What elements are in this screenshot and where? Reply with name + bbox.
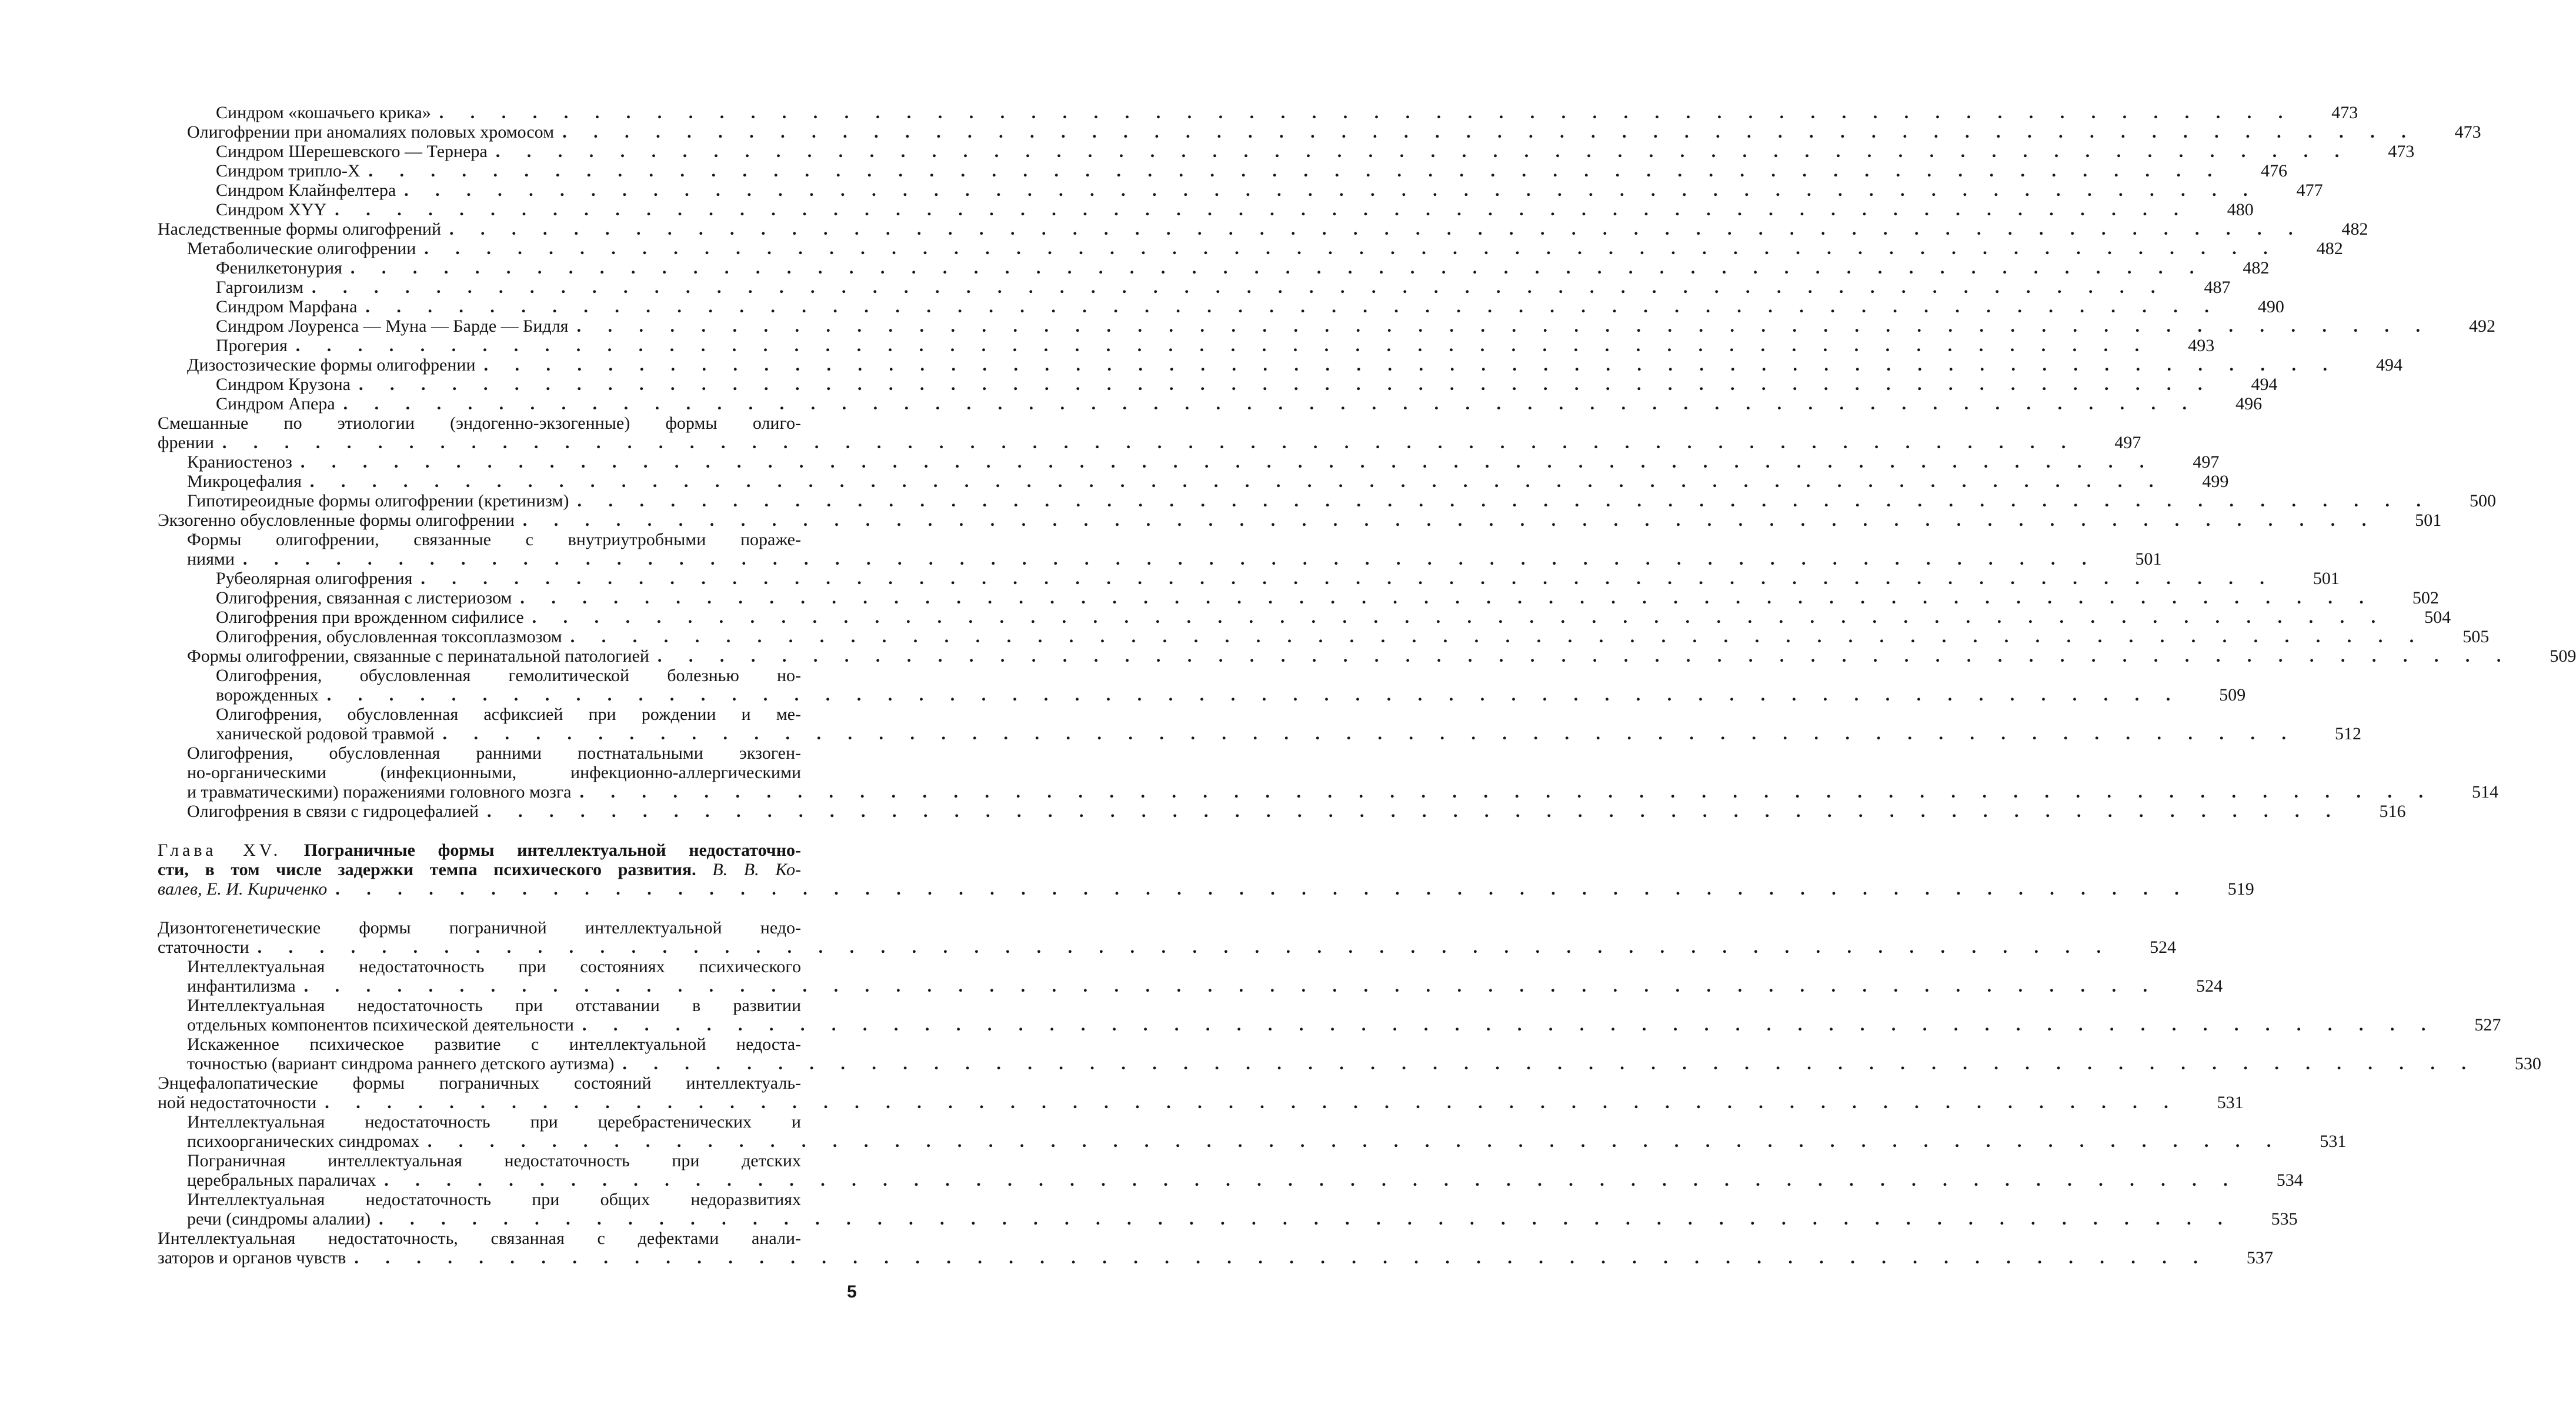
entry-text: Рубеолярная олигофрения	[216, 569, 413, 588]
entry-last-line	[216, 608, 2451, 627]
entry-page-number: 473	[2388, 142, 2415, 161]
toc-entry	[158, 627, 2490, 646]
toc-line	[158, 860, 862, 879]
dot-leader: . . . . . . . . . . . . . . . . . . . . . . . . . . . . . . . . . . . . . . . . . . . . . . . . . . . . . . . . . . . .	[350, 258, 2205, 278]
dot-leader: . . . . . . . . . . . . . . . . . . . . . . . . . . . . . . . . . . . . . . . . . . . . . . . . . . . . . . . . . . . .	[379, 1209, 2234, 1229]
toc-line	[158, 452, 2220, 472]
entry-text: Дизостозические формы олигофрении	[187, 355, 476, 375]
toc-line	[158, 1112, 862, 1132]
entry-last-line	[216, 316, 2495, 336]
toc-line	[158, 957, 862, 976]
toc-entry	[158, 239, 2343, 258]
dot-leader: . . . . . . . . . . . . . . . . . . . . . . . . . . . . . . . . . . . . . . . . . . . . . . . . . . . . . . . . . . . .	[486, 802, 2342, 821]
entry-text: Олигофрения в связи с гидроцефалией	[187, 802, 479, 821]
toc-line	[158, 879, 2254, 899]
entry-last-line	[158, 879, 2254, 899]
toc-line	[158, 802, 2406, 821]
entry-last-line	[216, 161, 2288, 181]
entry-text: Микроцефалия	[187, 472, 302, 491]
entry-page-number: 482	[2316, 239, 2343, 258]
entry-text: Синдром Крузона	[216, 375, 351, 394]
toc-line	[158, 627, 2490, 646]
toc-line	[158, 782, 2498, 802]
toc-line	[158, 840, 862, 860]
toc-line	[158, 239, 2343, 258]
entry-page-number: 524	[2196, 976, 2223, 996]
toc-entry	[158, 646, 2576, 666]
toc-entry	[158, 569, 2340, 588]
entry-text: ханической родовой травмой	[216, 724, 435, 743]
toc-line	[158, 530, 862, 549]
entry-text: Синдром Шерешевского — Тернера	[216, 142, 488, 161]
toc-entry	[158, 278, 2231, 297]
entry-page-number: 482	[2341, 219, 2368, 239]
entry-page-number: 497	[2193, 452, 2220, 472]
toc-line	[158, 511, 2442, 530]
dot-leader: . . . . . . . . . . . . . . . . . . . . . . . . . . . . . . . . . . . . . . . . . . . . . . . . . . . . . . . . . . . .	[439, 103, 2294, 122]
entry-text: Синдром Лоуренса — Муна — Барде — Бидля	[216, 316, 569, 336]
entry-last-line	[216, 142, 2415, 161]
chapter-title: Пограничные формы интеллектуальной недостаточно-	[303, 840, 801, 860]
entry-page-number: 514	[2471, 782, 2498, 802]
entry-last-line	[216, 685, 2246, 705]
entry-last-line	[216, 278, 2231, 297]
entry-page-number: 530	[2514, 1054, 2541, 1073]
toc-line	[158, 569, 2340, 588]
dot-leader: . . . . . . . . . . . . . . . . . . . . . . . . . . . . . . . . . . . . . . . . . . . . . . . . . . . . . . . . . . . .	[365, 297, 2220, 316]
toc-entry	[158, 802, 2406, 821]
toc-line	[158, 705, 862, 724]
page-number: 5	[847, 1282, 857, 1302]
dot-leader: . . . . . . . . . . . . . . . . . . . . . . . . . . . . . . . . . . . . . . . . . . . . . . . . . . . . . . . . . . . .	[242, 549, 2098, 569]
dot-leader: . . . . . . . . . . . . . . . . . . . . . . . . . . . . . . . . . . . . . . . . . . . . . . . . . . . . . . . . . . . .	[579, 782, 2434, 802]
entry-page-number: 502	[2412, 588, 2439, 608]
entry-text: Синдром «кошачьего крика»	[216, 103, 431, 122]
chapter-line	[158, 840, 801, 860]
entry-page-number: 501	[2313, 569, 2340, 588]
entry-last-line	[187, 452, 2220, 472]
toc-line	[158, 1073, 862, 1093]
dot-leader: . . . . . . . . . . . . . . . . . . . . . . . . . . . . . . . . . . . . . . . . . . . . . . . . . . . . . . . . . . . .	[404, 181, 2259, 200]
entry-text: Фенилкетонурия	[216, 258, 342, 278]
entry-last-line	[187, 802, 2406, 821]
toc-line	[158, 297, 2284, 316]
toc-line	[158, 608, 2451, 627]
toc-line	[158, 996, 862, 1015]
entry-last-line	[187, 491, 2497, 511]
dot-leader: . . . . . . . . . . . . . . . . . . . . . . . . . . . . . . . . . . . . . . . . . . . . . . . . . . . . . . . . . . . .	[522, 511, 2378, 530]
entry-page-number: 531	[2320, 1132, 2347, 1151]
toc-entry	[158, 1035, 2541, 1073]
entry-page-number: 504	[2424, 608, 2451, 627]
entry-text: инфантилизма	[187, 976, 296, 996]
entry-page-number: 531	[2217, 1093, 2244, 1112]
entry-text: Краниостеноз	[187, 452, 292, 472]
toc-line	[158, 219, 2368, 239]
dot-leader: . . . . . . . . . . . . . . . . . . . . . . . . . . . . . . . . . . . . . . . . . . . . . . . . . . . . . . . . . . . .	[309, 472, 2165, 491]
entry-text: отдельных компонентов психической деятельности	[187, 1015, 574, 1035]
toc-line	[158, 549, 2162, 569]
toc-line	[158, 1151, 862, 1170]
toc-entry	[158, 1073, 2244, 1112]
entry-last-line	[216, 394, 2263, 413]
dot-leader: . . . . . . . . . . . . . . . . . . . . . . . . . . . . . . . . . . . . . . . . . . . . . . . . . . . . . . . . . . . .	[335, 200, 2190, 219]
chapter-heading	[158, 840, 2254, 899]
entry-text: и травматическими) поражениями головного мозга	[187, 782, 572, 802]
entry-text: Олигофрения, обусловленная токсоплазмозом	[216, 627, 562, 646]
toc-line	[158, 413, 862, 433]
entry-text: Олигофрения, обусловленная гемолитической болезнью но-	[216, 666, 801, 685]
entry-text: Пограничная интеллектуальная недостаточность при детских	[187, 1151, 801, 1170]
entry-page-number: 497	[2114, 433, 2141, 452]
toc-line	[158, 1248, 2273, 1267]
toc-entry	[158, 491, 2497, 511]
chapter-authors: валев, Е. И. Кириченко	[158, 879, 328, 899]
toc-line	[158, 1170, 2303, 1190]
entry-page-number: 494	[2251, 375, 2278, 394]
dot-leader: . . . . . . . . . . . . . . . . . . . . . . . . . . . . . . . . . . . . . . . . . . . . . . . . . . . . . . . . . . . .	[622, 1054, 2477, 1073]
entry-text: Олигофрения, связанная с листериозом	[216, 588, 512, 608]
entry-text: Синдром Клайнфелтера	[216, 181, 396, 200]
toc-line	[158, 122, 2481, 142]
entry-page-number: 494	[2376, 355, 2403, 375]
toc-entry	[158, 666, 2246, 705]
entry-text: Олигофрения, обусловленная асфиксией при рождении и ме-	[216, 705, 801, 724]
entry-last-line	[158, 219, 2368, 239]
spacer	[158, 821, 862, 840]
toc-line	[158, 976, 2223, 996]
toc-entry	[158, 336, 2215, 355]
entry-last-line	[187, 1054, 2541, 1073]
toc-line	[158, 142, 2415, 161]
entry-last-line	[187, 782, 2498, 802]
dot-leader: . . . . . . . . . . . . . . . . . . . . . . . . . . . . . . . . . . . . . . . . . . . . . . . . . . . . . . . . . . . .	[325, 1093, 2180, 1112]
toc-line	[158, 938, 2177, 957]
toc-line	[158, 918, 862, 938]
entry-text: Интеллектуальная недостаточность при церебрастенических и	[187, 1112, 801, 1132]
toc-entry	[158, 472, 2229, 491]
toc-line	[158, 1132, 2347, 1151]
entry-page-number: 473	[2331, 103, 2358, 122]
dot-leader: . . . . . . . . . . . . . . . . . . . . . . . . . . . . . . . . . . . . . . . . . . . . . . . . . . . . . . . . . . . .	[576, 316, 2431, 336]
toc-entry	[158, 705, 2361, 743]
spacer	[158, 899, 862, 918]
toc-entry	[158, 142, 2415, 161]
entry-last-line	[187, 239, 2343, 258]
dot-leader: . . . . . . . . . . . . . . . . . . . . . . . . . . . . . . . . . . . . . . . . . . . . . . . . . . . . . . . . . . . .	[368, 161, 2224, 181]
entry-text: ной недостаточности	[158, 1093, 317, 1112]
dot-leader: . . . . . . . . . . . . . . . . . . . . . . . . . . . . . . . . . . . . . . . . . . . . . . . . . . . . . . . . . . . .	[424, 239, 2279, 258]
entry-text: статочности	[158, 938, 249, 957]
toc-entry	[158, 103, 2358, 122]
toc-line	[158, 394, 2263, 413]
toc-entry	[158, 743, 2498, 802]
entry-last-line	[187, 355, 2403, 375]
dot-leader: . . . . . . . . . . . . . . . . . . . . . . . . . . . . . . . . . . . . . . . . . . . . . . . . . . . . . . . . . . . .	[483, 355, 2339, 375]
toc-entry	[158, 452, 2220, 472]
entry-last-line	[216, 569, 2340, 588]
toc-line	[158, 1209, 2298, 1229]
entry-text: Олигофрения, обусловленная ранними постнатальными экзоген-	[187, 743, 801, 763]
entry-text: Синдром Марфана	[216, 297, 358, 316]
dot-leader: . . . . . . . . . . . . . . . . . . . . . . . . . . . . . . . . . . . . . . . . . . . . . . . . . . . . . . . . . . . .	[562, 122, 2417, 142]
entry-last-line	[187, 472, 2229, 491]
entry-text: Гипотиреоидные формы олигофрении (кретинизм)	[187, 491, 569, 511]
dot-leader: . . . . . . . . . . . . . . . . . . . . . . . . . . . . . . . . . . . . . . . . . . . . . . . . . . . . . . . . . . . .	[257, 938, 2113, 957]
entry-last-line	[187, 646, 2576, 666]
toc-entry	[158, 413, 2141, 452]
dot-leader: . . . . . . . . . . . . . . . . . . . . . . . . . . . . . . . . . . . . . . . . . . . . . . . . . . . . . . . . . . . .	[358, 375, 2214, 394]
toc-entry	[158, 918, 2177, 957]
entry-page-number: 499	[2202, 472, 2229, 491]
entry-page-number: 493	[2188, 336, 2215, 355]
entry-text: Энцефалопатические формы пограничных состояний интеллектуаль-	[158, 1073, 801, 1093]
entry-last-line	[187, 976, 2223, 996]
entry-last-line	[216, 103, 2358, 122]
dot-leader: . . . . . . . . . . . . . . . . . . . . . . . . . . . . . . . . . . . . . . . . . . . . . . . . . . . . . . . . . . . .	[335, 879, 2190, 899]
entry-page-number: 501	[2415, 511, 2442, 530]
entry-page-number: 482	[2243, 258, 2270, 278]
entry-page-number: 512	[2335, 724, 2361, 743]
toc-entry	[158, 394, 2263, 413]
toc-line	[158, 646, 2576, 666]
entry-text: Искаженное психическое развитие с интеллектуальной недоста-	[187, 1035, 801, 1054]
toc-entry	[158, 996, 2501, 1035]
entry-page-number: 534	[2276, 1170, 2303, 1190]
entry-last-line	[158, 1248, 2273, 1267]
entry-page-number: 477	[2296, 181, 2323, 200]
toc-line	[158, 316, 2495, 336]
dot-leader: . . . . . . . . . . . . . . . . . . . . . . . . . . . . . . . . . . . . . . . . . . . . . . . . . . . . . . . . . . . .	[326, 685, 2182, 705]
toc-line	[158, 103, 2358, 122]
entry-text: Синдром трипло-Х	[216, 161, 361, 181]
entry-last-line	[187, 1209, 2298, 1229]
entry-text: Смешанные по этиологии (эндогенно-экзогенные) формы олиго-	[158, 413, 801, 433]
entry-page-number: 501	[2135, 549, 2162, 569]
dot-leader: . . . . . . . . . . . . . . . . . . . . . . . . . . . . . . . . . . . . . . . . . . . . . . . . . . . . . . . . . . . .	[421, 569, 2275, 588]
dot-leader: . . . . . . . . . . . . . . . . . . . . . . . . . . . . . . . . . . . . . . . . . . . . . . . . . . . . . . . . . . . .	[532, 608, 2387, 627]
toc-entry	[158, 1190, 2298, 1229]
entry-page-number: 509	[2550, 646, 2576, 666]
entry-text: Синдром Апера	[216, 394, 335, 413]
toc-line	[158, 763, 862, 782]
entry-text: точностью (вариант синдрома раннего детского аутизма)	[187, 1054, 615, 1073]
entry-text: психоорганических синдромах	[187, 1132, 419, 1151]
entry-page-number: 500	[2470, 491, 2497, 511]
dot-leader: . . . . . . . . . . . . . . . . . . . . . . . . . . . . . . . . . . . . . . . . . . . . . . . . . . . . . . . . . . . .	[384, 1170, 2239, 1190]
entry-page-number: 487	[2204, 278, 2231, 297]
toc-entry	[158, 181, 2323, 200]
entry-text: Экзогенно обусловленные формы олигофрении	[158, 511, 515, 530]
entry-text: Формы олигофрении, связанные с перинатальной патологией	[187, 646, 649, 666]
toc-line	[158, 1015, 2501, 1035]
toc-entry	[158, 219, 2368, 239]
dot-leader: . . . . . . . . . . . . . . . . . . . . . . . . . . . . . . . . . . . . . . . . . . . . . . . . . . . . . . . . . . . .	[520, 588, 2375, 608]
toc-entry	[158, 588, 2439, 608]
toc-line	[158, 724, 2361, 743]
toc-entry	[158, 161, 2288, 181]
chapter-line	[158, 860, 801, 879]
entry-page-number: 535	[2271, 1209, 2298, 1229]
entry-text: Прогерия	[216, 336, 288, 355]
entry-last-line	[187, 1170, 2303, 1190]
entry-last-line	[158, 1093, 2244, 1112]
toc-line	[158, 1229, 862, 1248]
entry-last-line	[216, 181, 2323, 200]
entry-text: речи (синдромы алалии)	[187, 1209, 371, 1229]
toc-entry	[158, 375, 2278, 394]
toc-entry	[158, 122, 2481, 142]
entry-text: Наследственные формы олигофрений	[158, 219, 441, 239]
toc-entry	[158, 1229, 2273, 1267]
toc-entry	[158, 1112, 2347, 1151]
dot-leader: . . . . . . . . . . . . . . . . . . . . . . . . . . . . . . . . . . . . . . . . . . . . . . . . . . . . . . . . . . . .	[570, 627, 2425, 646]
dot-leader: . . . . . . . . . . . . . . . . . . . . . . . . . . . . . . . . . . . . . . . . . . . . . . . . . . . . . . . . . . . .	[295, 336, 2151, 355]
dot-leader: . . . . . . . . . . . . . . . . . . . . . . . . . . . . . . . . . . . . . . . . . . . . . . . . . . . . . . . . . . . .	[343, 394, 2198, 413]
toc-line	[158, 666, 862, 685]
toc-line	[158, 1054, 2541, 1073]
toc-line	[158, 181, 2323, 200]
entry-page-number: 537	[2246, 1248, 2273, 1267]
toc-entry	[158, 608, 2451, 627]
entry-page-number: 480	[2227, 200, 2254, 219]
toc-line	[158, 588, 2439, 608]
entry-page-number: 490	[2257, 297, 2284, 316]
entry-text: Интеллектуальная недостаточность при состояниях психического	[187, 957, 801, 976]
entry-page-number: 524	[2150, 938, 2177, 957]
toc-line	[158, 1190, 862, 1209]
dot-leader: . . . . . . . . . . . . . . . . . . . . . . . . . . . . . . . . . . . . . . . . . . . . . . . . . . . . . . . . . . . .	[582, 1015, 2437, 1035]
toc-line	[158, 472, 2229, 491]
dot-leader: . . . . . . . . . . . . . . . . . . . . . . . . . . . . . . . . . . . . . . . . . . . . . . . . . . . . . . . . . . . .	[657, 646, 2512, 666]
dot-leader: . . . . . . . . . . . . . . . . . . . . . . . . . . . . . . . . . . . . . . . . . . . . . . . . . . . . . . . . . . . .	[449, 219, 2304, 239]
entry-last-line	[216, 200, 2254, 219]
toc-line	[158, 433, 2141, 452]
entry-text: Интеллектуальная недостаточность при общих недоразвитиях	[187, 1190, 801, 1209]
entry-page-number: 492	[2468, 316, 2495, 336]
entry-last-line	[187, 549, 2162, 569]
toc-entry	[158, 297, 2284, 316]
entry-last-line	[216, 258, 2270, 278]
toc-line	[158, 355, 2403, 375]
toc-entry	[158, 316, 2495, 336]
dot-leader: . . . . . . . . . . . . . . . . . . . . . . . . . . . . . . . . . . . . . . . . . . . . . . . . . . . . . . . . . . . .	[442, 724, 2297, 743]
toc-line	[158, 200, 2254, 219]
toc-entry	[158, 1151, 2303, 1190]
entry-text: Интеллектуальная недостаточность при отставании в развитии	[187, 996, 801, 1015]
toc-line	[158, 1035, 862, 1054]
dot-leader: . . . . . . . . . . . . . . . . . . . . . . . . . . . . . . . . . . . . . . . . . . . . . . . . . . . . . . . . . . . .	[495, 142, 2351, 161]
dot-leader: . . . . . . . . . . . . . . . . . . . . . . . . . . . . . . . . . . . . . . . . . . . . . . . . . . . . . . . . . . . .	[222, 433, 2077, 452]
entry-text: но-органическими (инфекционными, инфекционно-аллергическими	[187, 763, 801, 782]
entry-text: Олигофрении при аномалиях половых хромосом	[187, 122, 555, 142]
entry-last-line	[158, 938, 2177, 957]
entry-last-line	[187, 122, 2481, 142]
toc-entry	[158, 957, 2223, 996]
toc-entry	[158, 200, 2254, 219]
toc-line	[158, 375, 2278, 394]
entry-last-line	[216, 588, 2439, 608]
toc-line	[158, 336, 2215, 355]
dot-leader: . . . . . . . . . . . . . . . . . . . . . . . . . . . . . . . . . . . . . . . . . . . . . . . . . . . . . . . . . . . .	[354, 1248, 2209, 1267]
entry-page-number: 516	[2379, 802, 2406, 821]
entry-page-number: 473	[2454, 122, 2481, 142]
entry-text: Метаболические олигофрении	[187, 239, 416, 258]
table-of-contents	[158, 103, 2576, 1267]
entry-last-line	[187, 1015, 2501, 1035]
dot-leader: . . . . . . . . . . . . . . . . . . . . . . . . . . . . . . . . . . . . . . . . . . . . . . . . . . . . . . . . . . . .	[577, 491, 2432, 511]
toc-line	[158, 685, 2246, 705]
chapter-authors: В. В. Ко-	[712, 860, 802, 879]
entry-page-number: 509	[2219, 685, 2246, 705]
entry-text: френии	[158, 433, 214, 452]
entry-last-line	[158, 433, 2141, 452]
entry-text: Формы олигофрении, связанные с внутриутробными пораже-	[187, 530, 801, 549]
entry-last-line	[216, 297, 2284, 316]
entry-page-number: 519	[2227, 879, 2254, 899]
entry-last-line	[158, 511, 2442, 530]
toc-line	[158, 258, 2270, 278]
entry-text: Интеллектуальная недостаточность, связанная с дефектами анали-	[158, 1229, 801, 1248]
entry-text: ниями	[187, 549, 235, 569]
entry-text: Гаргоилизм	[216, 278, 303, 297]
entry-last-line	[216, 724, 2361, 743]
toc-entry	[158, 258, 2270, 278]
dot-leader: . . . . . . . . . . . . . . . . . . . . . . . . . . . . . . . . . . . . . . . . . . . . . . . . . . . . . . . . . . . .	[303, 976, 2159, 996]
chapter-title: сти, в том числе задержки темпа психического развития.	[158, 860, 696, 879]
entry-page-number: 496	[2235, 394, 2263, 413]
entry-text: Синдром XYY	[216, 200, 327, 219]
toc-line	[158, 161, 2288, 181]
dot-leader: . . . . . . . . . . . . . . . . . . . . . . . . . . . . . . . . . . . . . . . . . . . . . . . . . . . . . . . . . . . .	[427, 1132, 2283, 1151]
toc-entry	[158, 530, 2162, 569]
entry-page-number: 476	[2261, 161, 2288, 181]
dot-leader: . . . . . . . . . . . . . . . . . . . . . . . . . . . . . . . . . . . . . . . . . . . . . . . . . . . . . . . . . . . .	[311, 278, 2167, 297]
toc-line	[158, 491, 2497, 511]
toc-line	[158, 1093, 2244, 1112]
entry-text: Олигофрения при врожденном сифилисе	[216, 608, 524, 627]
toc-line	[158, 743, 862, 763]
entry-last-line	[187, 1132, 2347, 1151]
chapter-label: Глава XV.	[158, 840, 282, 860]
entry-text: ворожденных	[216, 685, 319, 705]
toc-entry	[158, 511, 2442, 530]
entry-text: заторов и органов чувств	[158, 1248, 346, 1267]
entry-last-line	[216, 336, 2215, 355]
entry-text: Дизонтогенетические формы пограничной интеллектуальной недо-	[158, 918, 801, 938]
dot-leader: . . . . . . . . . . . . . . . . . . . . . . . . . . . . . . . . . . . . . . . . . . . . . . . . . . . . . . . . . . . .	[300, 452, 2155, 472]
entry-page-number: 505	[2462, 627, 2490, 646]
toc-entry	[158, 355, 2403, 375]
entry-page-number: 527	[2474, 1015, 2501, 1035]
toc-line	[158, 278, 2231, 297]
entry-last-line	[216, 627, 2490, 646]
entry-last-line	[216, 375, 2278, 394]
entry-text: церебральных параличах	[187, 1170, 376, 1190]
